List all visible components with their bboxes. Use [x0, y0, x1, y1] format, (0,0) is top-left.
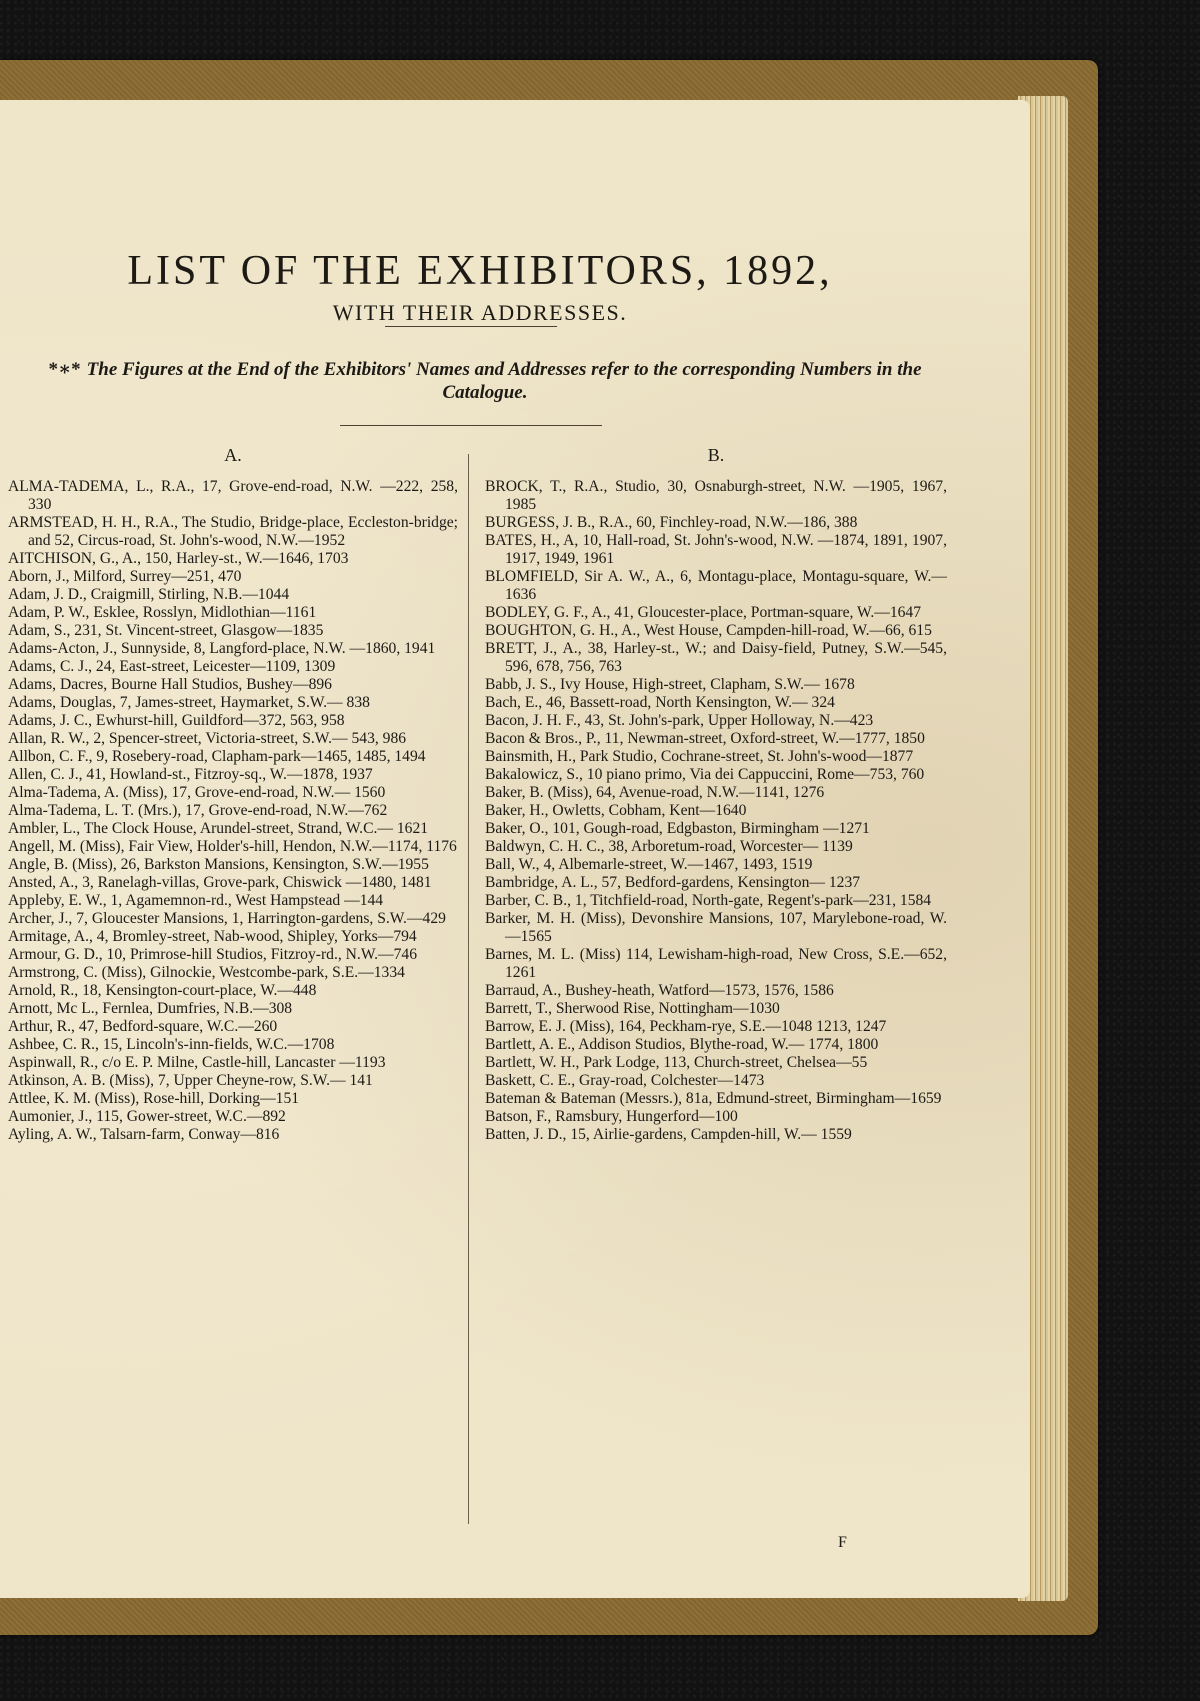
exhibitor-entry: Ashbee, C. R., 15, Lincoln's-inn-fields, W.C.—1708 [8, 1036, 335, 1053]
exhibitor-entry: BATES, H., A, 10, Hall-road, St. John's-wood, N.W. —1874, 1891, 1907, 1917, 1949, 1961 [485, 532, 947, 567]
exhibitor-entry: Angell, M. (Miss), Fair View, Holder's-hill, Hendon, N.W.—1174, 1176 [8, 838, 457, 855]
exhibitor-entry: Allbon, C. F., 9, Rosebery-road, Clapham-park—1465, 1485, 1494 [8, 748, 426, 765]
exhibitor-entry: Bacon & Bros., P., 11, Newman-street, Oxford-street, W.—1777, 1850 [485, 730, 925, 747]
exhibitor-entry: AITCHISON, G., A., 150, Harley-st., W.—1646, 1703 [8, 550, 349, 567]
exhibitor-entry: Archer, J., 7, Gloucester Mansions, 1, Harrington-gardens, S.W.—429 [8, 910, 446, 927]
exhibitor-entry: Appleby, E. W., 1, Agamemnon-rd., West Hampstead —144 [8, 892, 384, 909]
exhibitor-entry: Atkinson, A. B. (Miss), 7, Upper Cheyne-row, S.W.— 141 [8, 1072, 373, 1089]
exhibitor-list-b [485, 478, 947, 1144]
exhibitor-entry: Aborn, J., Milford, Surrey—251, 470 [8, 568, 242, 585]
exhibitor-entry: Ansted, A., 3, Ranelagh-villas, Grove-park, Chiswick —1480, 1481 [8, 874, 432, 891]
exhibitor-entry: Adams, J. C., Ewhurst-hill, Guildford—372, 563, 958 [8, 712, 345, 729]
exhibitor-entry: Bakalowicz, S., 10 piano primo, Via dei Cappuccini, Rome—753, 760 [485, 766, 925, 783]
exhibitor-entry: Adam, P. W., Esklee, Rosslyn, Midlothian—1161 [8, 604, 317, 621]
exhibitor-entry: Armitage, A., 4, Bromley-street, Nab-wood, Shipley, Yorks—794 [8, 928, 417, 945]
exhibitor-entry: Bach, E., 46, Bassett-road, North Kensington, W.— 324 [485, 694, 835, 711]
exhibitor-list-a [8, 478, 458, 1144]
page-title: LIST OF THE EXHIBITORS, 1892, [127, 248, 833, 294]
exhibitor-entry: Ambler, L., The Clock House, Arundel-street, Strand, W.C.— 1621 [8, 820, 429, 837]
exhibitor-entry: ARMSTEAD, H. H., R.A., The Studio, Bridge-place, Eccleston-bridge; and 52, Circus-road, St. John's-wood, N.W.—1952 [8, 514, 458, 549]
exhibitor-entry: BODLEY, G. F., A., 41, Gloucester-place, Portman-square, W.—1647 [485, 604, 922, 621]
exhibitor-entry: Adams-Acton, J., Sunnyside, 8, Langford-place, N.W. —1860, 1941 [8, 640, 436, 657]
exhibitor-entry: Bartlett, A. E., Addison Studios, Blythe-road, W.— 1774, 1800 [485, 1036, 879, 1053]
exhibitor-entry: BRETT, J., A., 38, Harley-st., W.; and Daisy-field, Putney, S.W.—545, 596, 678, 756, 763 [485, 640, 947, 675]
exhibitor-entry: Allen, C. J., 41, Howland-st., Fitzroy-sq., W.—1878, 1937 [8, 766, 373, 783]
exhibitor-entry: BURGESS, J. B., R.A., 60, Finchley-road, N.W.—186, 388 [485, 514, 858, 531]
exhibitor-entry: Barraud, A., Bushey-heath, Watford—1573, 1576, 1586 [485, 982, 834, 999]
column-b [485, 446, 947, 1144]
exhibitor-entry: BROCK, T., R.A., Studio, 30, Osnaburgh-street, N.W. —1905, 1967, 1985 [485, 478, 947, 513]
exhibitor-entry: Armour, G. D., 10, Primrose-hill Studios, Fitzroy-rd., N.W.—746 [8, 946, 417, 963]
exhibitor-entry: Ayling, A. W., Talsarn-farm, Conway—816 [8, 1126, 280, 1143]
exhibitor-entry: Bainsmith, H., Park Studio, Cochrane-street, St. John's-wood—1877 [485, 748, 914, 765]
exhibitor-entry: Allan, R. W., 2, Spencer-street, Victoria-street, S.W.— 543, 986 [8, 730, 407, 747]
exhibitor-entry: Barrow, E. J. (Miss), 164, Peckham-rye, S.E.—1048 1213, 1247 [485, 1018, 887, 1035]
exhibitor-entry: Ball, W., 4, Albemarle-street, W.—1467, 1493, 1519 [485, 856, 813, 873]
exhibitor-entry: Bambridge, A. L., 57, Bedford-gardens, Kensington— 1237 [485, 874, 861, 891]
exhibitor-entry: Adams, C. J., 24, East-street, Leicester—1109, 1309 [8, 658, 336, 675]
exhibitor-entry: Angle, B. (Miss), 26, Barkston Mansions, Kensington, S.W.—1955 [8, 856, 429, 873]
exhibitor-entry: Attlee, K. M. (Miss), Rose-hill, Dorking—151 [8, 1090, 300, 1107]
exhibitor-entry: Batson, F., Ramsbury, Hungerford—100 [485, 1108, 738, 1125]
exhibitor-entry: Baker, O., 101, Gough-road, Edgbaston, Birmingham —1271 [485, 820, 870, 837]
exhibitor-entry: Baldwyn, C. H. C., 38, Arboretum-road, Worcester— 1139 [485, 838, 853, 855]
exhibitor-entry: Adam, J. D., Craigmill, Stirling, N.B.—1044 [8, 586, 290, 603]
exhibitor-entry: Aumonier, J., 115, Gower-street, W.C.—892 [8, 1108, 286, 1125]
exhibitor-entry: Barnes, M. L. (Miss) 114, Lewisham-high-road, New Cross, S.E.—652, 1261 [485, 946, 947, 981]
exhibitor-entry: Adams, Douglas, 7, James-street, Haymarket, S.W.— 838 [8, 694, 370, 711]
exhibitor-entry: Bateman & Bateman (Messrs.), 81a, Edmund-street, Birmingham—1659 [485, 1090, 942, 1107]
exhibitor-entry: Armstrong, C. (Miss), Gilnockie, Westcombe-park, S.E.—1334 [8, 964, 405, 981]
book-page [0, 100, 1030, 1598]
section-letter-a: A. [224, 445, 242, 465]
page-subtitle: WITH THEIR ADDRESSES. [332, 300, 628, 325]
exhibitor-entry: Aspinwall, R., c/o E. P. Milne, Castle-hill, Lancaster —1193 [8, 1054, 386, 1071]
note-text: The Figures at the End of the Exhibitors' Names and Addresses refer to the corresponding Numbers in the Catalogue. [86, 359, 922, 403]
note-rule [340, 425, 602, 426]
exhibitor-entry: Baker, B. (Miss), 64, Avenue-road, N.W.—1141, 1276 [485, 784, 825, 801]
column-divider [468, 454, 469, 1524]
exhibitor-entry: Baker, H., Owletts, Cobham, Kent—1640 [485, 802, 747, 819]
exhibitor-entry: Barrett, T., Sherwood Rise, Nottingham—1030 [485, 1000, 780, 1017]
exhibitor-entry: Adams, Dacres, Bourne Hall Studios, Bushey—896 [8, 676, 332, 693]
exhibitor-entry: Baskett, C. E., Gray-road, Colchester—1473 [485, 1072, 765, 1089]
title-rule [385, 326, 557, 327]
exhibitor-entry: Barber, C. B., 1, Titchfield-road, North-gate, Regent's-park—231, 1584 [485, 892, 932, 909]
exhibitor-entry: Arthur, R., 47, Bedford-square, W.C.—260 [8, 1018, 278, 1035]
exhibitor-entry: Alma-Tadema, A. (Miss), 17, Grove-end-road, N.W.— 1560 [8, 784, 386, 801]
exhibitor-entry: BOUGHTON, G. H., A., West House, Campden-hill-road, W.—66, 615 [485, 622, 932, 639]
exhibitor-entry: Babb, J. S., Ivy House, High-street, Clapham, S.W.— 1678 [485, 676, 855, 693]
exhibitor-entry: Bacon, J. H. F., 43, St. John's-park, Upper Holloway, N.—423 [485, 712, 874, 729]
exhibitor-entry: BLOMFIELD, Sir A. W., A., 6, Montagu-place, Montagu-square, W.—1636 [485, 568, 947, 603]
exhibitor-entry: Barker, M. H. (Miss), Devonshire Mansions, 107, Marylebone-road, W.—1565 [485, 910, 947, 945]
asterism-icon: *∗* [48, 359, 81, 380]
section-letter-b: B. [707, 445, 725, 465]
exhibitor-entry: Arnold, R., 18, Kensington-court-place, W.—448 [8, 982, 317, 999]
exhibitor-entry: ALMA-TADEMA, L., R.A., 17, Grove-end-road, N.W. —222, 258, 330 [8, 478, 458, 513]
column-a [8, 446, 458, 1144]
catalogue-note [30, 358, 940, 404]
exhibitor-entry: Arnott, Mc L., Fernlea, Dumfries, N.B.—308 [8, 1000, 293, 1017]
exhibitor-entry: Batten, J. D., 15, Airlie-gardens, Campden-hill, W.— 1559 [485, 1126, 852, 1143]
exhibitor-entry: Bartlett, W. H., Park Lodge, 113, Church-street, Chelsea—55 [485, 1054, 868, 1071]
exhibitor-entry: Alma-Tadema, L. T. (Mrs.), 17, Grove-end-road, N.W.—762 [8, 802, 388, 819]
exhibitor-entry: Adam, S., 231, St. Vincent-street, Glasgow—1835 [8, 622, 324, 639]
folio-mark: F [838, 1534, 847, 1551]
